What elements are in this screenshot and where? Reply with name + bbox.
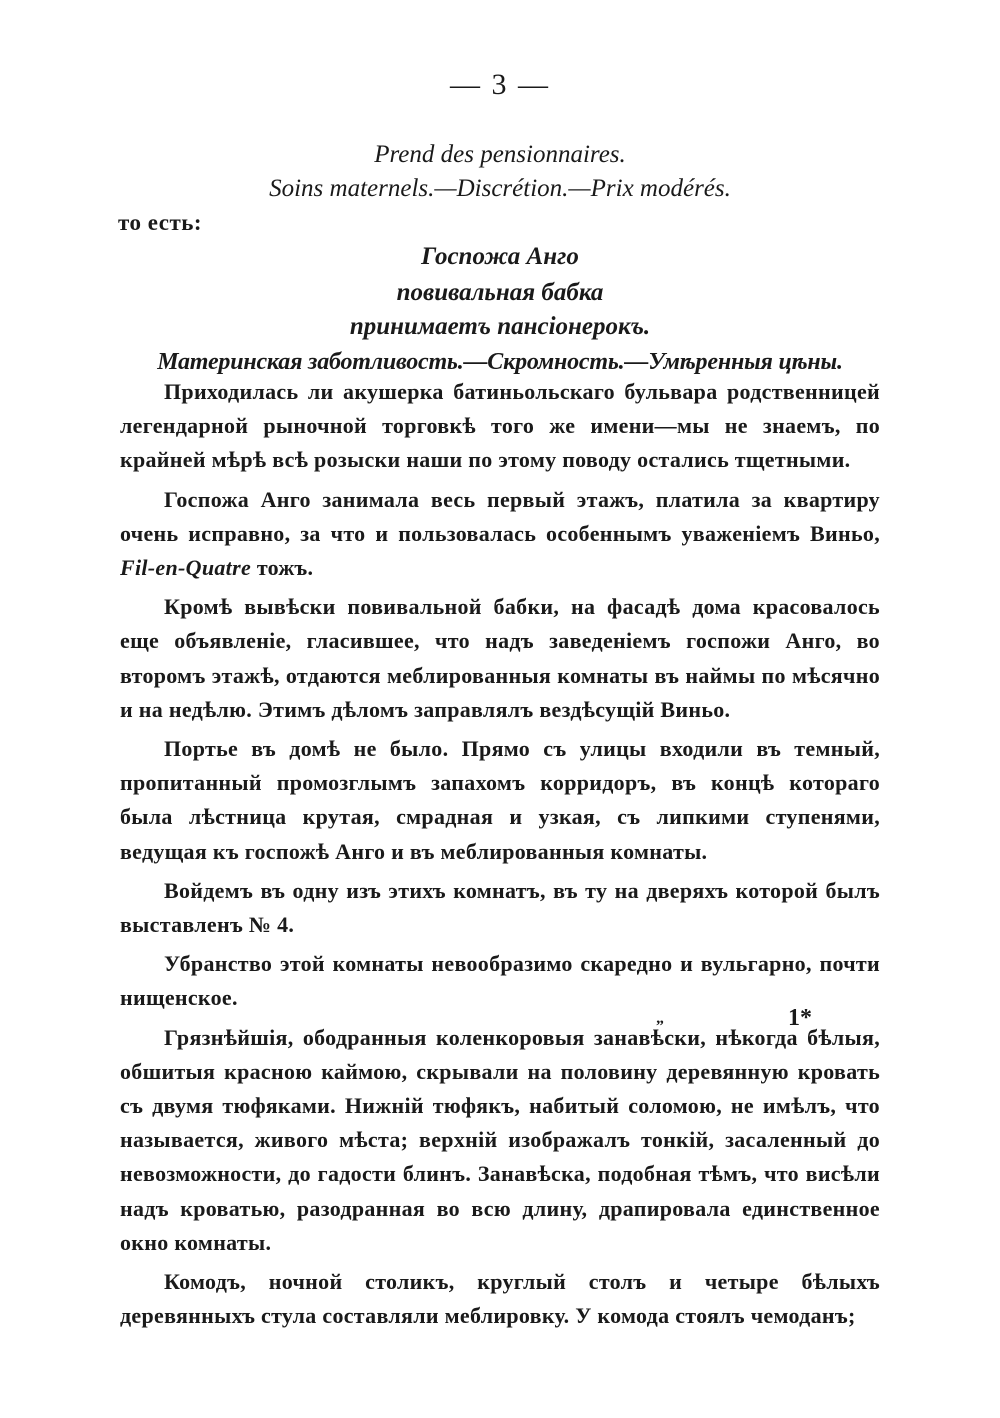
paragraph-7: Грязнѣйшія, ободранныя коленкоровыя занавѣски, нѣкогда бѣлыя, обшитыя красною каймою, скрывали на половину деревянную кровать съ двумя тюфяками. Нижній тюфякъ, набитый соломою, не имѣлъ, что называется, живого мѣста; верхній изображалъ тонкій, засаленный до невозможности, до гадости блинъ. Занавѣска, подобная тѣмъ, что висѣли надъ кроватью, разодранная во всю длину, драпировала единственное окно комнаты. xyxy=(120,1024,880,1255)
russian-notice-line-4: Материнская заботливость.—Скромность.—Умѣренныя цѣны. xyxy=(157,349,843,375)
intro-label: то есть: xyxy=(118,210,203,235)
paragraph-2-italic: Fil-en-Quatre xyxy=(120,555,252,581)
russian-notice-line-3: принимаетъ пансіонерокъ. xyxy=(349,313,651,340)
footer-mark: „ xyxy=(656,1010,664,1027)
paragraph-2 xyxy=(120,483,880,586)
paragraph-2-end: тожъ. xyxy=(256,555,314,581)
paragraph-8: Комодъ, ночной столикъ, круглый столъ и четыре бѣлыхъ деревянныхъ стула составляли меблировку. У комода стоялъ чемоданъ; xyxy=(120,1269,880,1329)
russian-notice-line-2: повивальная бабка xyxy=(396,279,604,306)
paragraph-5: Войдемъ въ одну изъ этихъ комнатъ, въ ту на дверяхъ которой былъ выставленъ № 4. xyxy=(120,877,880,938)
body-text xyxy=(120,375,880,1338)
signature-mark: 1* xyxy=(788,1005,812,1031)
french-notice-line-1: Prend des pensionnaires. xyxy=(374,141,626,168)
paragraph-4: Портье въ домѣ не было. Прямо съ улицы входили въ темный, пропитанный промозглымъ запахомъ корридоръ, въ концѣ котораго была лѣстница крутая, смрадная и узкая, съ липкими ступенями, ведущая къ госпожѣ Анго и въ меблированныя комнаты. xyxy=(120,736,880,864)
russian-notice-line-1: Госпожа Анго xyxy=(421,243,579,270)
page-number: — 3 — xyxy=(450,68,550,101)
paragraph-6: Убранство этой комнаты невообразимо скаредно и вульгарно, почти нищенское. xyxy=(120,951,880,1011)
french-notice-line-2: Soins maternels.—Discrétion.—Prix modérés. xyxy=(269,175,731,202)
paragraph-1: Приходилась ли акушерка батиньольскаго бульвара родственницей легендарной рыночной торговкѣ того же имени—мы не знаемъ, по крайней мѣрѣ всѣ розыски наши по этому поводу остались тщетными. xyxy=(120,379,880,473)
paragraph-2-start: Госпожа Анго занимала весь первый этажъ, платила за квартиру очень исправно, за что и пользовалась особеннымъ уваженіемъ Виньо, xyxy=(120,486,880,546)
paragraph-3: Кромѣ вывѣски повивальной бабки, на фасадѣ дома красовалось еще объявленіе, гласившее, что надъ заведеніемъ госпожи Анго, во второмъ этажѣ, отдаются меблированныя комнаты въ наймы по мѣсячно и на недѣлю. Этимъ дѣломъ заправлялъ вездѣсущій Виньо. xyxy=(120,594,880,722)
